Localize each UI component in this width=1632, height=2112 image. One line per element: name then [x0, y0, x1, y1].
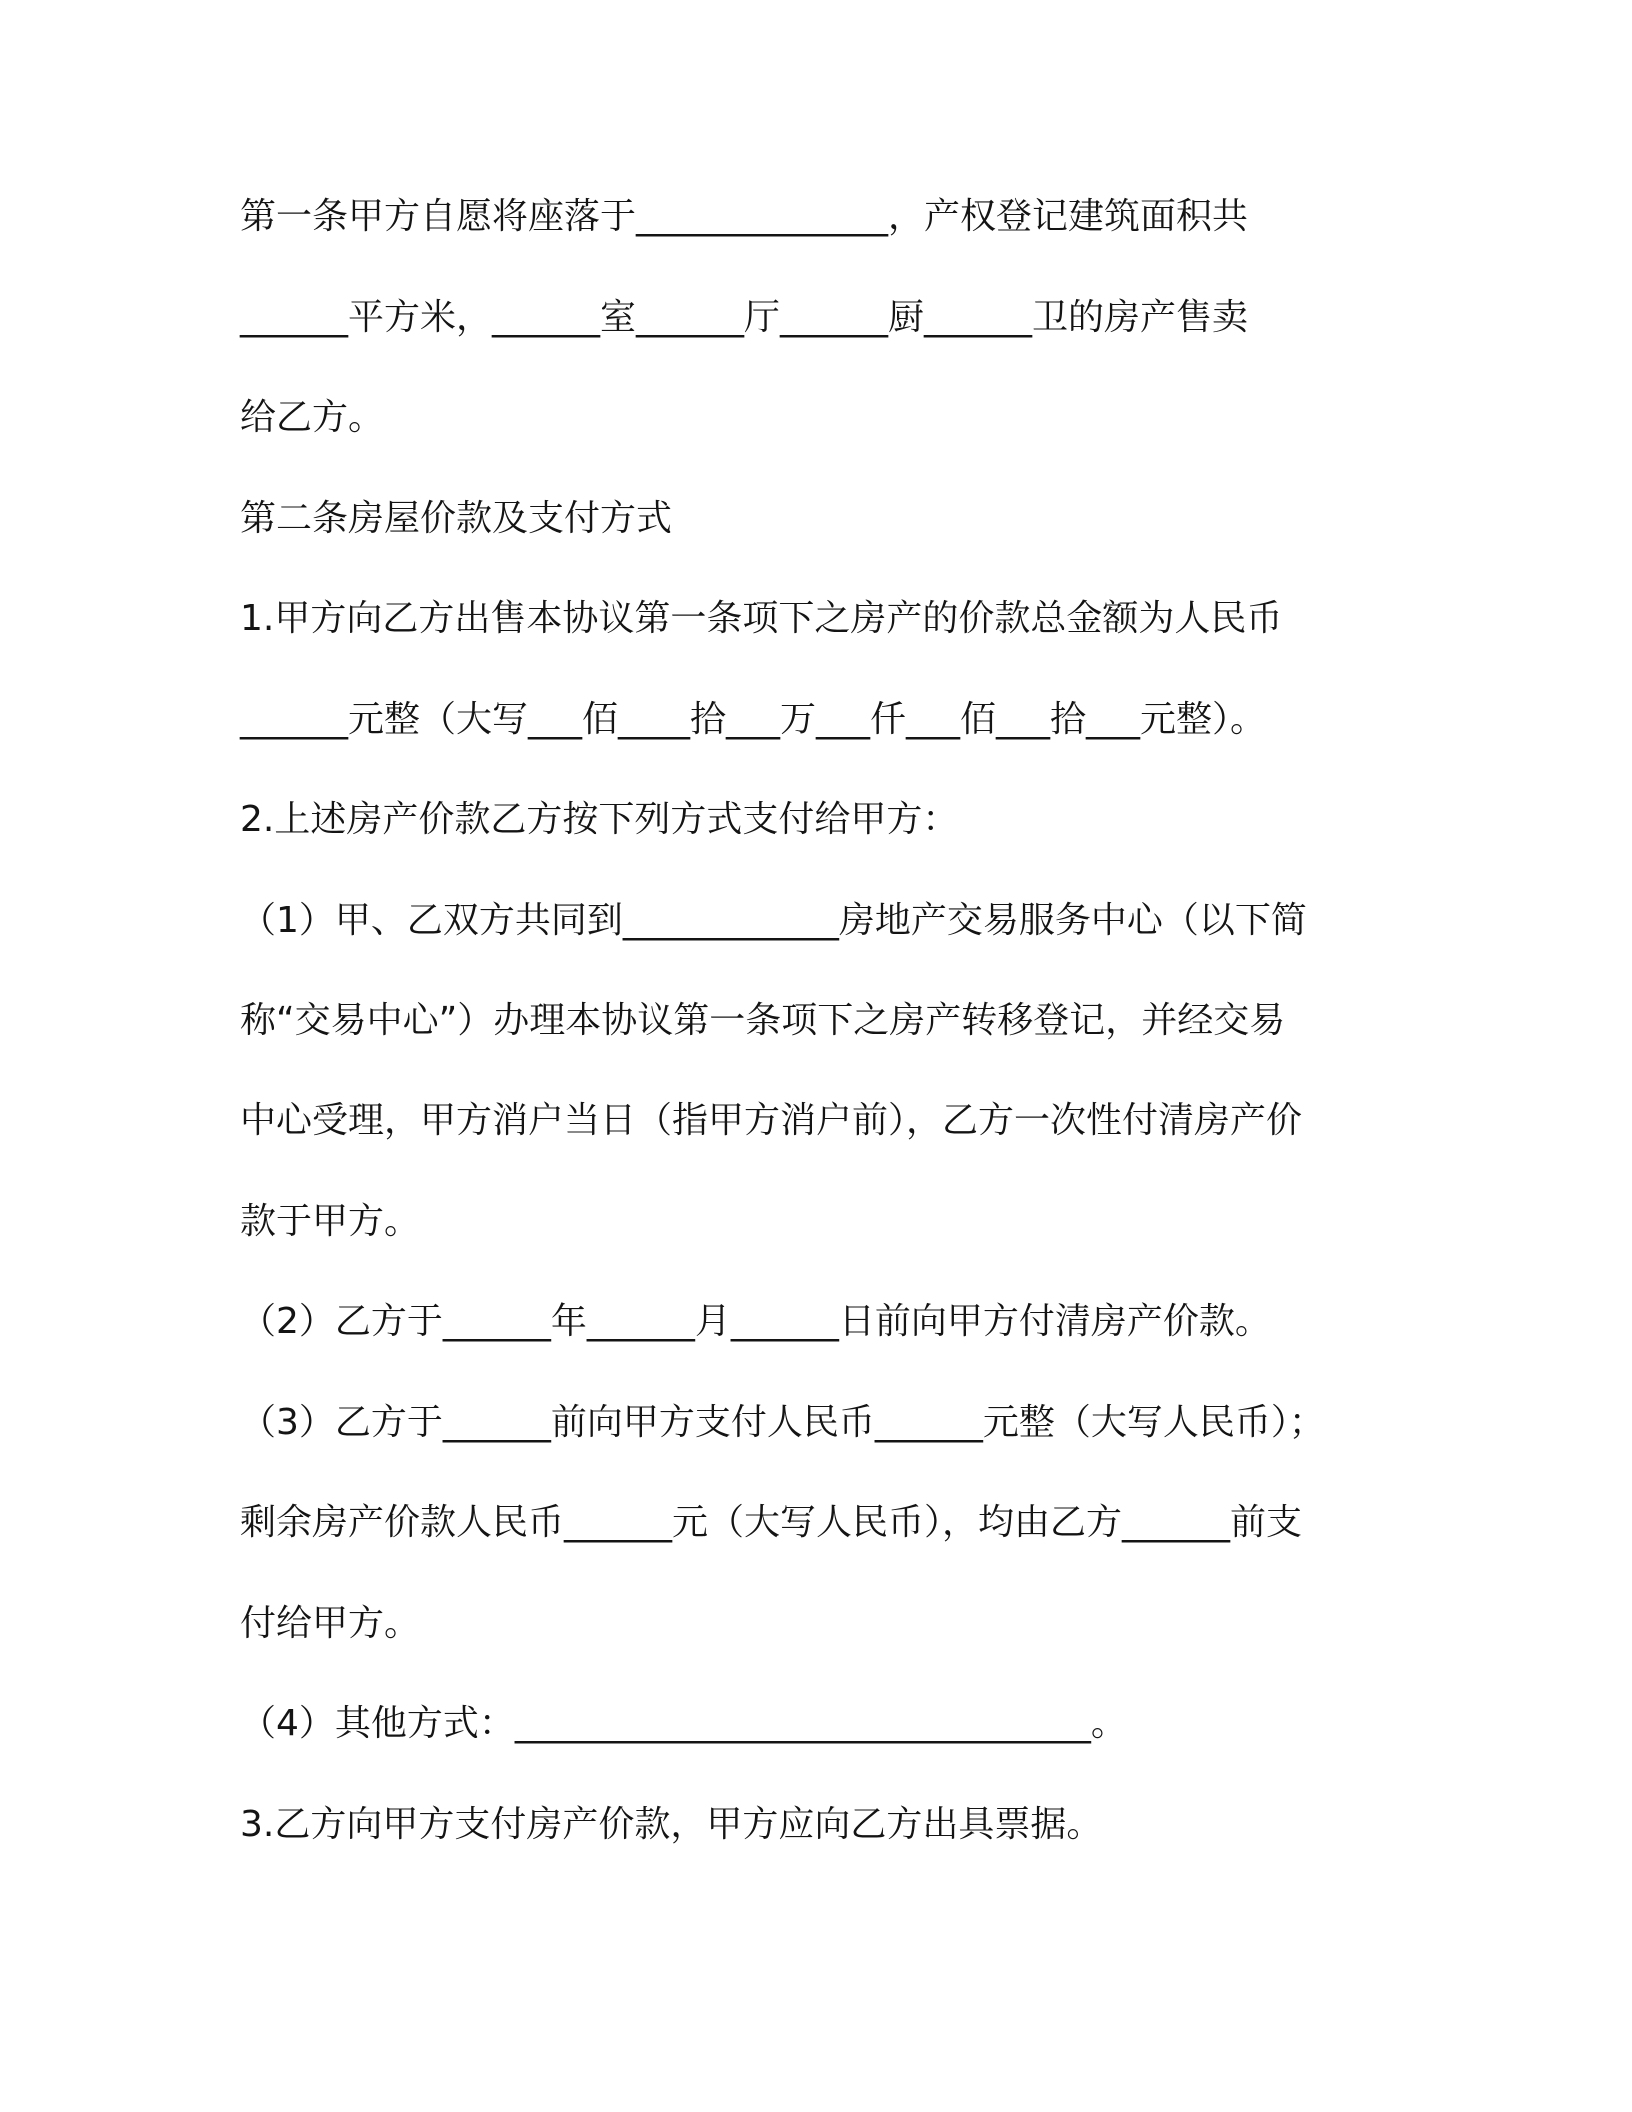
clause-2-item-2: 2.上述房产价款乙方按下列方式支付给甲方： [240, 799, 959, 840]
payment-option-4: （4）其他方式：________________________________。 [240, 1703, 1127, 1744]
payment-option-1-line-4: 款于甲方。 [240, 1201, 421, 1242]
payment-option-3-line-3: 付给甲方。 [240, 1603, 421, 1644]
clause-2-item-1-line-2: ______元整（大写___佰____拾___万___仟___佰___拾___元整）。 [240, 699, 1267, 740]
clause-2-item-3: 3.乙方向甲方支付房产价款，甲方应向乙方出具票据。 [240, 1804, 1103, 1845]
clause-1-line-1: 第一条甲方自愿将座落于______________，产权登记建筑面积共 [240, 196, 1249, 237]
payment-option-3-line-2: 剩余房产价款人民币______元（大写人民币），均由乙方______前支 [240, 1502, 1303, 1543]
payment-option-1-line-2: 称“交易中心”）办理本协议第一条项下之房产转移登记，并经交易 [240, 1000, 1286, 1041]
clause-2-heading: 第二条房屋价款及支付方式 [240, 498, 673, 539]
clause-1-line-2: ______平方米，______室______厅______厨______卫的房产售卖 [240, 297, 1249, 338]
payment-option-1-line-1: （1）甲、乙双方共同到____________房地产交易服务中心（以下简 [240, 900, 1307, 941]
clause-1-line-3: 给乙方。 [240, 397, 385, 438]
payment-option-1-line-3: 中心受理，甲方消户当日（指甲方消户前），乙方一次性付清房产价 [240, 1100, 1303, 1141]
payment-option-3-line-1: （3）乙方于______前向甲方支付人民币______元整（大写人民币）； [240, 1402, 1325, 1443]
clause-2-item-1-line-1: 1.甲方向乙方出售本协议第一条项下之房产的价款总金额为人民币 [240, 598, 1283, 639]
payment-option-2: （2）乙方于______年______月______日前向甲方付清房产价款。 [240, 1301, 1271, 1342]
